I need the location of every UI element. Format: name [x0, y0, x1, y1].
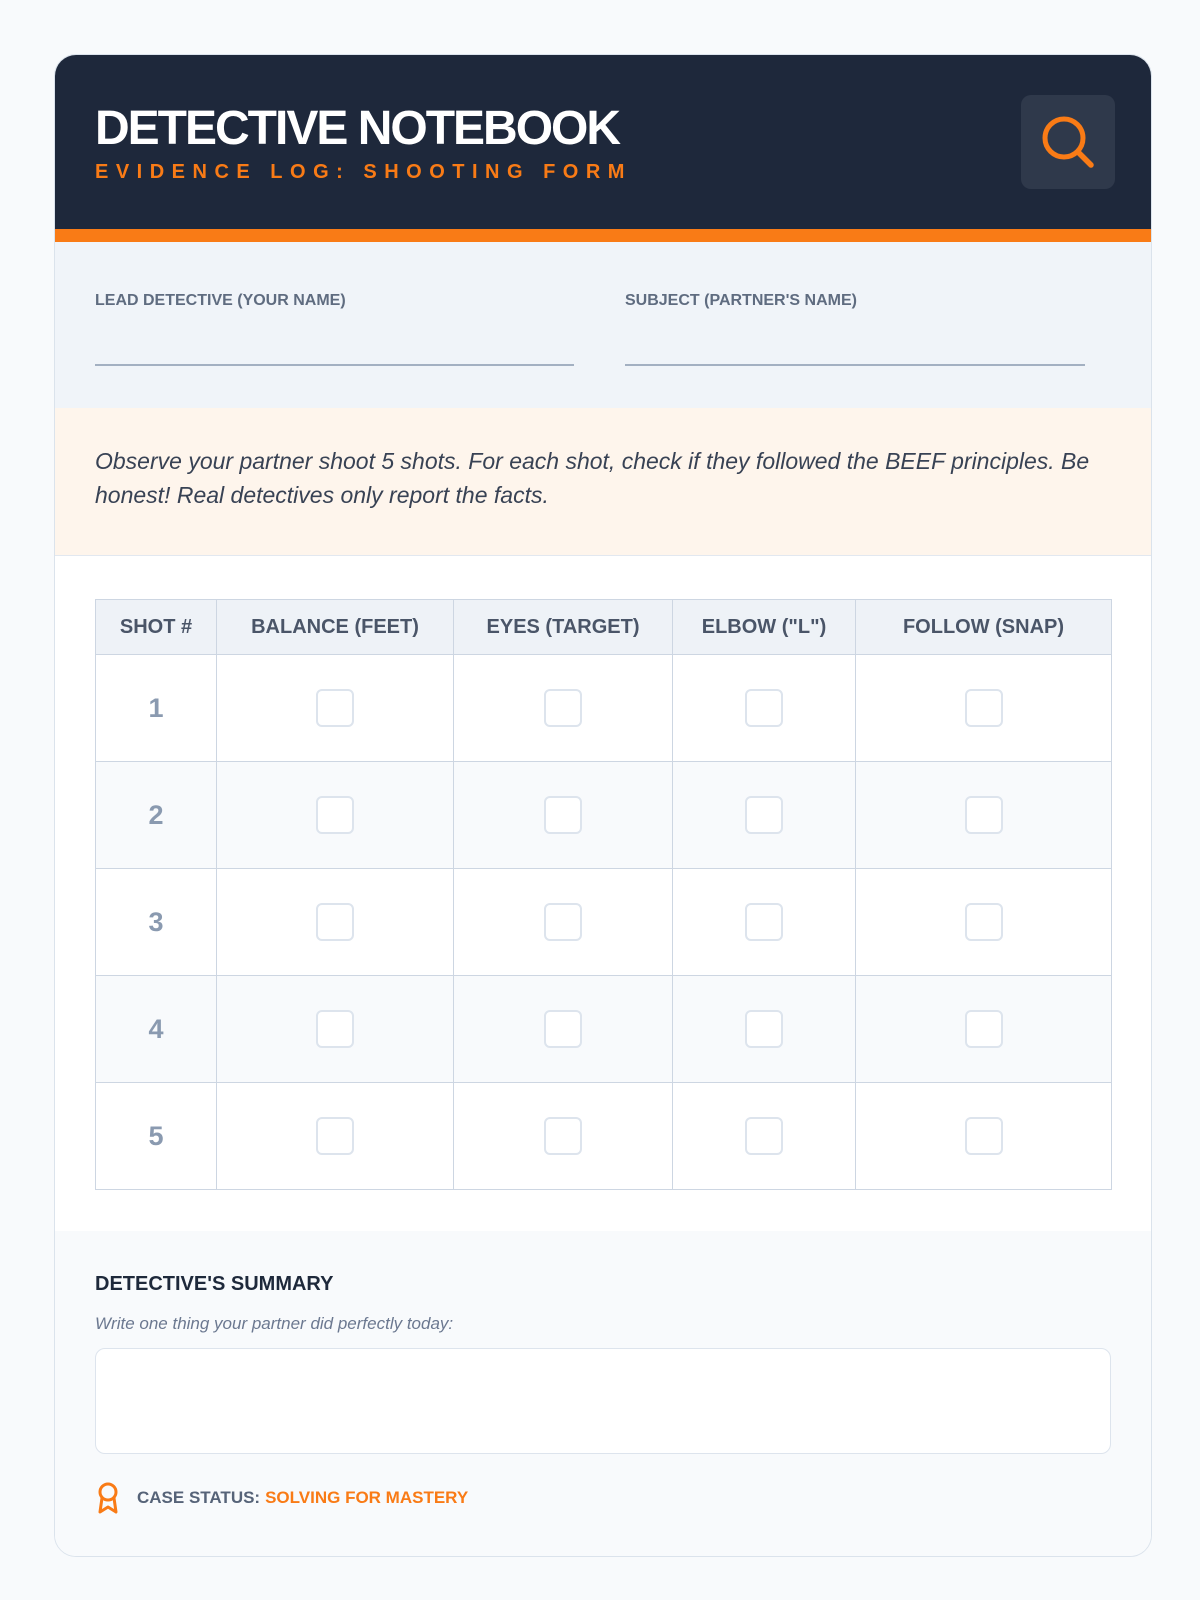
eyes-checkbox[interactable]: [544, 1117, 582, 1155]
elbow-cell: [673, 655, 856, 762]
subject-field[interactable]: [625, 364, 1085, 366]
balance-checkbox[interactable]: [316, 689, 354, 727]
table-row: [96, 976, 1112, 1083]
follow-cell: [856, 976, 1112, 1083]
page-title: DETECTIVE NOTEBOOK: [95, 102, 620, 155]
instructions-text: Observe your partner shoot 5 shots. For each shot, check if they followed the BEEF principles. Be honest! Real detectives only report the facts.: [95, 448, 1090, 508]
subject-label: SUBJECT (PARTNER'S NAME): [625, 292, 857, 309]
lead-detective-label: LEAD DETECTIVE (YOUR NAME): [95, 292, 346, 309]
balance-cell: [217, 869, 454, 976]
summary-section: [55, 1231, 1151, 1557]
table-row: [96, 655, 1112, 762]
eyes-checkbox[interactable]: [544, 903, 582, 941]
elbow-checkbox[interactable]: [745, 796, 783, 834]
eyes-checkbox[interactable]: [544, 689, 582, 727]
table-row: [96, 1083, 1112, 1190]
follow-checkbox[interactable]: [965, 689, 1003, 727]
col-header-balance: BALANCE (FEET): [217, 600, 454, 655]
col-header-shot: SHOT #: [96, 600, 217, 655]
instructions-panel: [55, 408, 1151, 556]
elbow-cell: [673, 976, 856, 1083]
case-status-label: CASE STATUS:: [137, 1488, 261, 1507]
col-header-follow: FOLLOW (SNAP): [856, 600, 1112, 655]
notebook-card: [54, 54, 1152, 1557]
names-section: [55, 242, 1151, 408]
elbow-checkbox[interactable]: [745, 689, 783, 727]
eyes-checkbox[interactable]: [544, 1010, 582, 1048]
search-icon: [1038, 112, 1098, 172]
summary-title: DETECTIVE'S SUMMARY: [95, 1273, 334, 1295]
eyes-cell: [454, 1083, 673, 1190]
evidence-table-wrapper: [95, 599, 1111, 1190]
eyes-cell: [454, 869, 673, 976]
balance-cell: [217, 1083, 454, 1190]
follow-checkbox[interactable]: [965, 796, 1003, 834]
eyes-cell: [454, 976, 673, 1083]
balance-cell: [217, 655, 454, 762]
follow-checkbox[interactable]: [965, 1010, 1003, 1048]
follow-checkbox[interactable]: [965, 1117, 1003, 1155]
case-status: [95, 1481, 468, 1515]
balance-cell: [217, 976, 454, 1083]
follow-cell: [856, 869, 1112, 976]
eyes-cell: [454, 655, 673, 762]
elbow-checkbox[interactable]: [745, 1010, 783, 1048]
elbow-cell: [673, 762, 856, 869]
col-header-elbow: ELBOW ("L"): [673, 600, 856, 655]
evidence-table: [95, 599, 1112, 1190]
balance-checkbox[interactable]: [316, 796, 354, 834]
balance-cell: [217, 762, 454, 869]
balance-checkbox[interactable]: [316, 1117, 354, 1155]
case-status-value: SOLVING FOR MASTERY: [265, 1488, 469, 1507]
page-subtitle: EVIDENCE LOG: SHOOTING FORM: [95, 161, 632, 183]
search-button[interactable]: [1021, 95, 1115, 189]
header-accent-stripe: [55, 229, 1151, 242]
elbow-checkbox[interactable]: [745, 1117, 783, 1155]
shot-number: 4: [96, 976, 217, 1083]
shot-number: 5: [96, 1083, 217, 1190]
col-header-eyes: EYES (TARGET): [454, 600, 673, 655]
summary-textarea[interactable]: [95, 1348, 1111, 1454]
table-row: [96, 869, 1112, 976]
eyes-checkbox[interactable]: [544, 796, 582, 834]
lead-detective-field[interactable]: [95, 364, 574, 366]
shot-number: 1: [96, 655, 217, 762]
award-icon: [95, 1481, 121, 1515]
table-header-row: [96, 600, 1112, 655]
follow-checkbox[interactable]: [965, 903, 1003, 941]
follow-cell: [856, 762, 1112, 869]
elbow-cell: [673, 1083, 856, 1190]
summary-prompt: Write one thing your partner did perfectly today:: [95, 1314, 454, 1333]
table-row: [96, 762, 1112, 869]
balance-checkbox[interactable]: [316, 903, 354, 941]
elbow-checkbox[interactable]: [745, 903, 783, 941]
header: [55, 55, 1151, 231]
shot-number: 3: [96, 869, 217, 976]
eyes-cell: [454, 762, 673, 869]
follow-cell: [856, 655, 1112, 762]
elbow-cell: [673, 869, 856, 976]
shot-number: 2: [96, 762, 217, 869]
follow-cell: [856, 1083, 1112, 1190]
balance-checkbox[interactable]: [316, 1010, 354, 1048]
